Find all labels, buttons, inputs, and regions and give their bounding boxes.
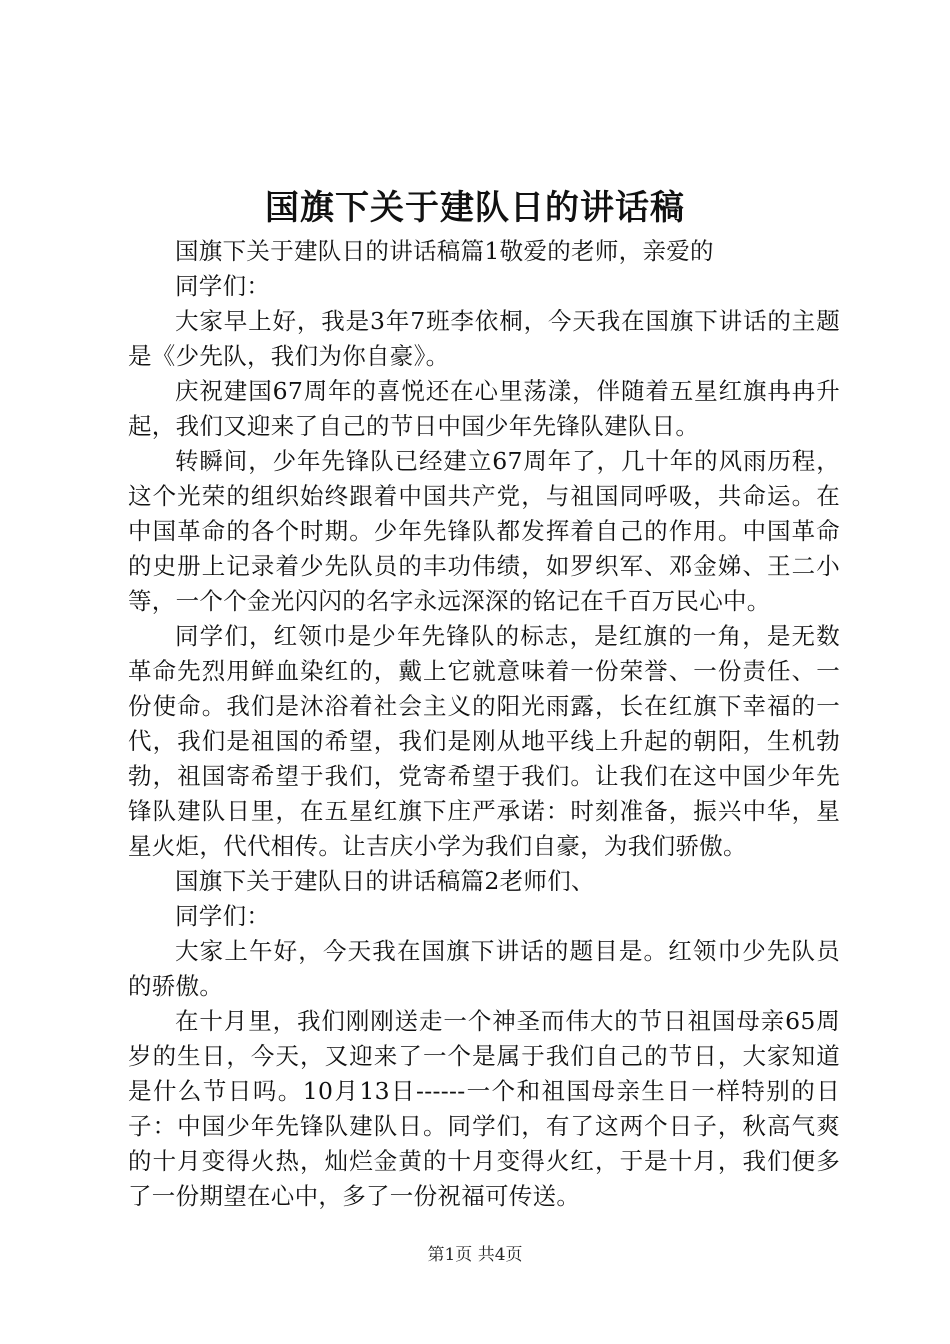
paragraph: 同学们，红领巾是少年先锋队的标志，是红旗的一角，是无数革命先烈用鲜血染红的，戴上它就意味着一份荣誉、一份责任、一份使命。我们是沐浴着社会主义的阳光雨露，长在红旗下幸福的一代，我们是祖国的希望，我们是刚从地平线上升起的朝阳，生机勃勃，祖国寄希望于我们，党寄希望于我们。让我们在这中国少年先锋队建队日里，在五星红旗下庄严承诺：时刻准备，振兴中华，星星火炬，代代相传。让吉庆小学为我们自豪，为我们骄傲。 (128, 622, 840, 860)
paragraph: 庆祝建国67周年的喜悦还在心里荡漾，伴随着五星红旗冉冉升起，我们又迎来了自己的节日中国少年先锋队建队日。 (128, 377, 840, 440)
paragraph: 在十月里，我们刚刚送走一个神圣而伟大的节日祖国母亲65周岁的生日，今天，又迎来了一个是属于我们自己的节日，大家知道是什么节日吗。10月13日------一个和祖国母亲生日一样特别的日子：中国少年先锋队建队日。同学们，有了这两个日子，秋高气爽的十月变得火热，灿烂金黄的十月变得火红，于是十月，我们便多了一份期望在心中，多了一份祝福可传送。 (128, 1007, 840, 1210)
document-title: 国旗下关于建队日的讲话稿 (265, 188, 685, 228)
paragraph: 国旗下关于建队日的讲话稿篇1敬爱的老师，亲爱的 (175, 237, 714, 265)
page-number-footer: 第1页 共4页 (427, 1245, 523, 1265)
paragraph: 同学们： (175, 272, 271, 300)
paragraph: 大家早上好，我是3年7班李依桐，今天我在国旗下讲话的主题是《少先队，我们为你自豪》。 (128, 307, 840, 370)
paragraph: 转瞬间，少年先锋队已经建立67周年了，几十年的风雨历程，这个光荣的组织始终跟着中国共产党，与祖国同呼吸，共命运。在中国革命的各个时期。少年先锋队都发挥着自己的作用。中国革命的史册上记录着少先队员的丰功伟绩，如罗织军、邓金娣、王二小等，一个个金光闪闪的名字永远深深的铭记在千百万民心中。 (128, 447, 840, 615)
paragraph: 同学们： (175, 902, 271, 930)
document-body (128, 234, 840, 1214)
paragraph: 国旗下关于建队日的讲话稿篇2老师们、 (175, 867, 595, 895)
paragraph: 大家上午好，今天我在国旗下讲话的题目是。红领巾少先队员的骄傲。 (128, 937, 840, 1000)
